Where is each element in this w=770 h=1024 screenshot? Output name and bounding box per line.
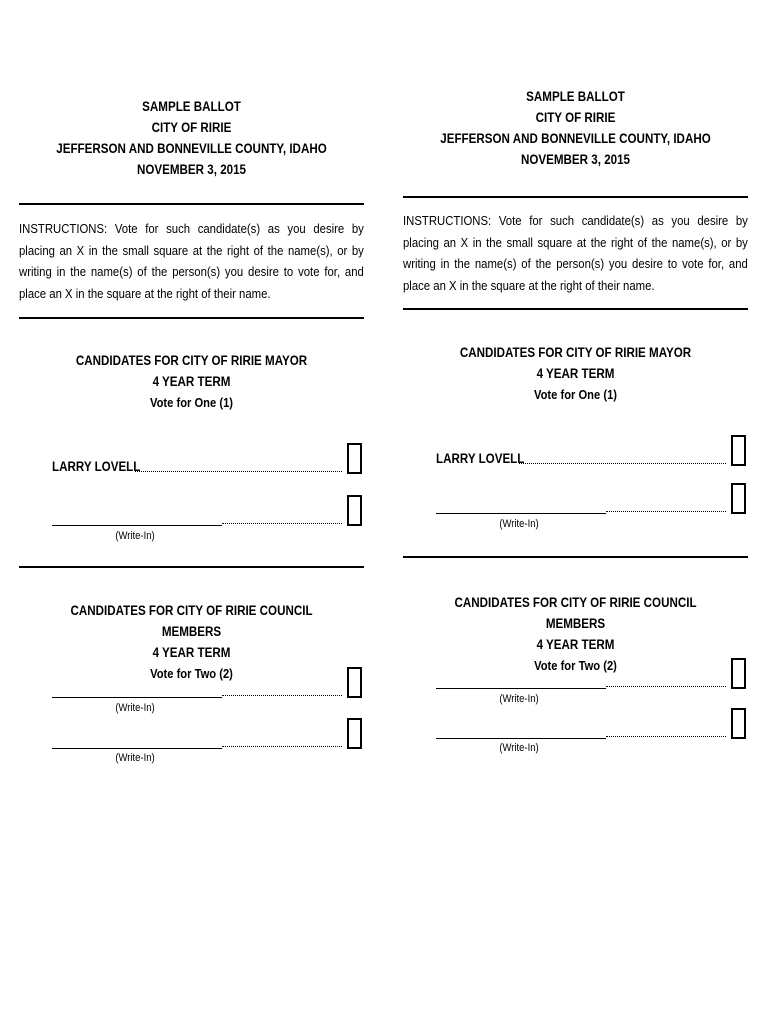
ballot-header: [43, 96, 340, 180]
header-city: CITY OF RIRIE: [151, 120, 232, 135]
divider: [19, 203, 364, 205]
writein-label: (Write-In): [115, 752, 155, 764]
vote-checkbox[interactable]: [731, 435, 746, 466]
header-county: JEFFERSON AND BONNEVILLE COUNTY, IDAHO: [56, 141, 327, 156]
leader-dots: [222, 746, 342, 747]
candidate-name: LARRY LOVELL: [52, 459, 141, 474]
mayor-section-title: [427, 342, 724, 405]
leader-dots: [606, 511, 726, 512]
writein-label: (Write-In): [499, 518, 539, 530]
vote-checkbox[interactable]: [731, 708, 746, 739]
writein-label: (Write-In): [115, 702, 155, 714]
candidate-row: [436, 426, 746, 466]
mayor-term: 4 YEAR TERM: [152, 374, 231, 389]
divider: [19, 566, 364, 568]
vote-checkbox[interactable]: [731, 658, 746, 689]
vote-checkbox[interactable]: [347, 667, 362, 698]
divider: [403, 196, 748, 198]
writein-label: (Write-In): [499, 742, 539, 754]
mayor-vote-for: Vote for One (1): [533, 387, 618, 402]
mayor-title: CANDIDATES FOR CITY OF RIRIE MAYOR: [459, 345, 692, 360]
mayor-section-title: [43, 350, 340, 413]
header-title: SAMPLE BALLOT: [526, 89, 625, 104]
mayor-title: CANDIDATES FOR CITY OF RIRIE MAYOR: [75, 353, 308, 368]
vote-checkbox[interactable]: [347, 443, 362, 474]
header-county: JEFFERSON AND BONNEVILLE COUNTY, IDAHO: [440, 131, 711, 146]
writein-label: (Write-In): [115, 530, 155, 542]
instructions-text: INSTRUCTIONS: Vote for such candidate(s) as you desire by placing an X in the small square at the right of the name(s), or by writing in the name(s) of the person(s) you desire to vote for, and place an X in the square at the right of their name.: [403, 213, 748, 293]
writein-field[interactable]: [436, 513, 606, 514]
leader-dots: [135, 471, 342, 472]
vote-checkbox[interactable]: [347, 495, 362, 526]
writein-row: [52, 658, 362, 698]
leader-dots: [606, 736, 726, 737]
candidate-name: LARRY LOVELL: [436, 451, 525, 466]
candidate-row: [52, 434, 362, 474]
mayor-term: 4 YEAR TERM: [536, 366, 615, 381]
writein-row: [436, 474, 746, 514]
council-vote-for: Vote for Two (2): [150, 666, 233, 681]
writein-row: [436, 649, 746, 689]
header-title: SAMPLE BALLOT: [142, 99, 241, 114]
writein-field[interactable]: [52, 748, 222, 749]
ballot-header: [427, 86, 724, 170]
writein-field[interactable]: [52, 697, 222, 698]
header-city: CITY OF RIRIE: [535, 110, 616, 125]
mayor-vote-for: Vote for One (1): [149, 395, 234, 410]
writein-row: [52, 709, 362, 749]
writein-field[interactable]: [436, 688, 606, 689]
writein-label: (Write-In): [499, 693, 539, 705]
council-title: CANDIDATES FOR CITY OF RIRIE COUNCIL MEMBERS: [454, 595, 697, 631]
divider: [403, 308, 748, 310]
leader-dots: [606, 686, 726, 687]
council-term: 4 YEAR TERM: [152, 645, 231, 660]
leader-dots: [222, 523, 342, 524]
divider: [19, 317, 364, 319]
council-term: 4 YEAR TERM: [536, 637, 615, 652]
vote-checkbox[interactable]: [731, 483, 746, 514]
council-title: CANDIDATES FOR CITY OF RIRIE COUNCIL MEMBERS: [70, 603, 313, 639]
writein-row: [436, 699, 746, 739]
council-vote-for: Vote for Two (2): [534, 658, 617, 673]
writein-row: [52, 486, 362, 526]
divider: [403, 556, 748, 558]
writein-field[interactable]: [52, 525, 222, 526]
vote-checkbox[interactable]: [347, 718, 362, 749]
writein-field[interactable]: [436, 738, 606, 739]
header-date: NOVEMBER 3, 2015: [520, 152, 631, 167]
header-date: NOVEMBER 3, 2015: [136, 162, 247, 177]
instructions-text: INSTRUCTIONS: Vote for such candidate(s) as you desire by placing an X in the small square at the right of the name(s), or by writing in the name(s) of the person(s) you desire to vote for, and place an X in the square at the right of their name.: [19, 221, 364, 301]
leader-dots: [519, 463, 726, 464]
leader-dots: [222, 695, 342, 696]
